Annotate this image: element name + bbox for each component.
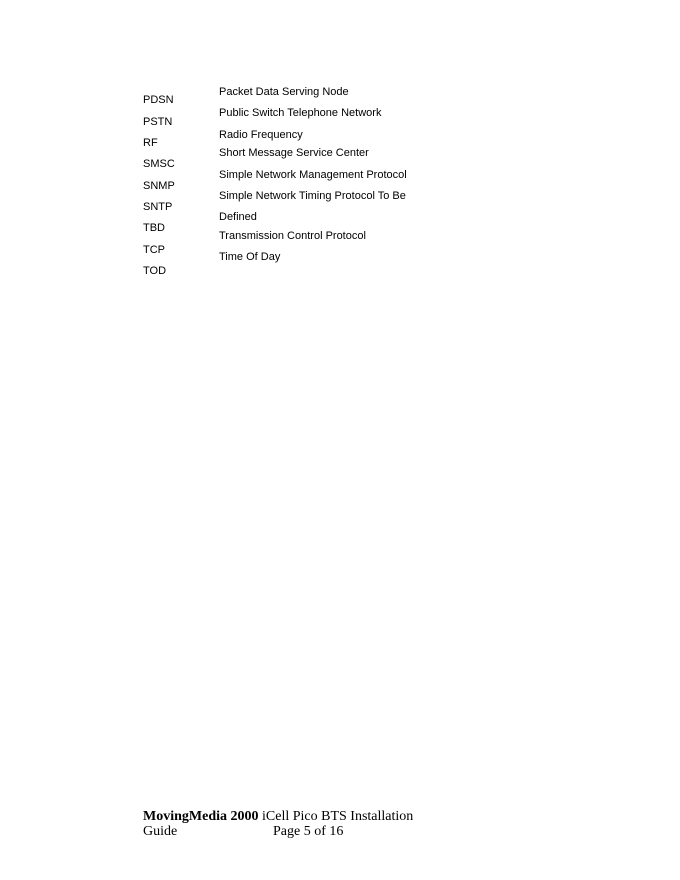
page-number: Page 5 of 16 <box>273 824 344 839</box>
abbr-tcp: TCP <box>143 244 165 256</box>
def-sntp: Simple Network Timing Protocol To Be <box>219 190 406 202</box>
abbr-tbd: TBD <box>143 222 165 234</box>
def-sntp-cont: Defined <box>219 211 257 223</box>
def-tcp: Transmission Control Protocol <box>219 230 366 242</box>
abbr-smsc: SMSC <box>143 158 175 170</box>
def-tod: Time Of Day <box>219 251 281 263</box>
def-pdsn: Packet Data Serving Node <box>219 86 349 98</box>
footer-product-rest: iCell Pico BTS Installation <box>258 809 414 824</box>
abbr-pdsn: PDSN <box>143 94 174 106</box>
abbr-rf: RF <box>143 137 158 149</box>
footer-product-bold: MovingMedia 2000 <box>143 809 259 824</box>
footer-title <box>143 809 413 824</box>
def-snmp: Simple Network Management Protocol <box>219 169 407 181</box>
footer-guide: Guide <box>143 824 178 839</box>
footer-line2 <box>143 824 413 839</box>
page-footer <box>143 809 413 839</box>
abbr-snmp: SNMP <box>143 180 175 192</box>
def-rf: Radio Frequency <box>219 129 303 141</box>
def-pstn: Public Switch Telephone Network <box>219 107 382 119</box>
abbr-tod: TOD <box>143 265 167 277</box>
abbr-pstn: PSTN <box>143 116 173 128</box>
def-smsc: Short Message Service Center <box>219 147 369 159</box>
abbr-sntp: SNTP <box>143 201 173 213</box>
